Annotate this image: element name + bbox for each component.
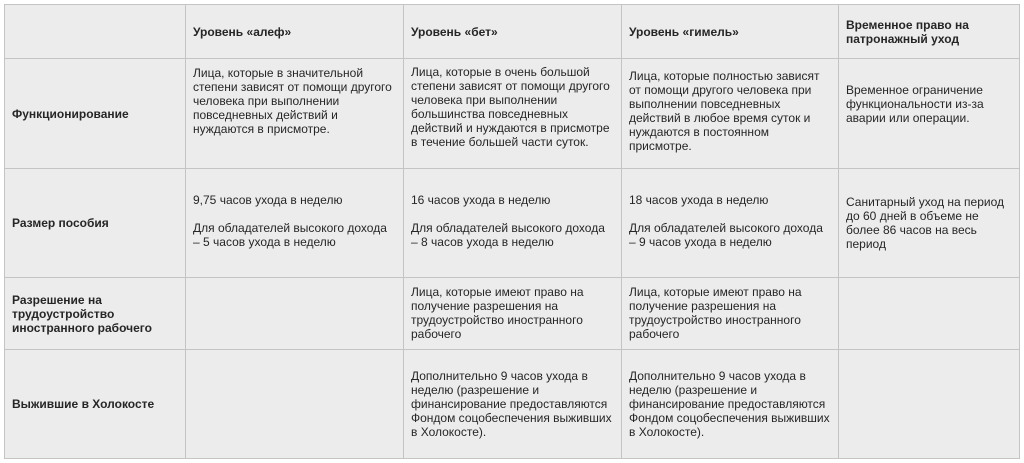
header-corner xyxy=(5,5,186,59)
table-cell: Лица, которые в очень большой степени зависят от помощи другого человека при выполнении большинства повседневных действий и нуждаются в присмотре в течение большей части суток. xyxy=(404,59,622,169)
table-cell xyxy=(186,350,404,459)
benefit-high-income: Для обладателей высокого дохода – 5 часов ухода в неделю xyxy=(193,221,387,249)
table-row xyxy=(5,59,1020,169)
table-cell: Лица, которые в значительной степени зависят от помощи другого человека при выполнении повседневных действий и нуждаются в присмотре. xyxy=(186,59,404,169)
table-cell xyxy=(186,278,404,350)
table-cell: Лица, которые имеют право на получение разрешения на трудоустройство иностранного рабочего xyxy=(622,278,839,350)
table-cell xyxy=(839,278,1020,350)
table-row xyxy=(5,278,1020,350)
row-label-foreign-worker-permit: Разрешение на трудоустройство иностранного рабочего xyxy=(5,278,186,350)
table-cell xyxy=(186,169,404,278)
benefit-hours: 18 часов ухода в неделю xyxy=(629,193,769,207)
table-cell: Лица, которые имеют право на получение разрешения на трудоустройство иностранного рабочего xyxy=(404,278,622,350)
header-temporary-right: Временное право на патронажный уход xyxy=(839,5,1020,59)
row-label-functioning: Функционирование xyxy=(5,59,186,169)
benefit-high-income: Для обладателей высокого дохода – 8 часов ухода в неделю xyxy=(411,221,605,249)
benefit-hours: 9,75 часов ухода в неделю xyxy=(193,193,343,207)
table-row xyxy=(5,169,1020,278)
care-levels-table xyxy=(4,4,1020,459)
table-cell xyxy=(622,169,839,278)
header-level-gimel: Уровень «гимель» xyxy=(622,5,839,59)
table-cell: Дополнительно 9 часов ухода в неделю (разрешение и финансирование предоставляются Фондом соцобеспечения выживших в Холокосте). xyxy=(404,350,622,459)
header-row xyxy=(5,5,1020,59)
table-cell: Санитарный уход на период до 60 дней в объеме не более 86 часов на весь период xyxy=(839,169,1020,278)
table-cell: Лица, которые полностью зависят от помощи другого человека при выполнении повседневных действий в любое время суток и нуждаются в постоянном присмотре. xyxy=(622,59,839,169)
benefit-hours: 16 часов ухода в неделю xyxy=(411,193,551,207)
header-level-alef: Уровень «алеф» xyxy=(186,5,404,59)
table-cell: Временное ограничение функциональности из-за аварии или операции. xyxy=(839,59,1020,169)
benefit-high-income: Для обладателей высокого дохода – 9 часов ухода в неделю xyxy=(629,221,823,249)
row-label-holocaust-survivors: Выжившие в Холокосте xyxy=(5,350,186,459)
table-cell xyxy=(839,350,1020,459)
row-label-benefit-size: Размер пособия xyxy=(5,169,186,278)
header-level-bet: Уровень «бет» xyxy=(404,5,622,59)
table-cell: Дополнительно 9 часов ухода в неделю (разрешение и финансирование предоставляются Фондом соцобеспечения выживших в Холокосте). xyxy=(622,350,839,459)
table-row xyxy=(5,350,1020,459)
table-cell xyxy=(404,169,622,278)
